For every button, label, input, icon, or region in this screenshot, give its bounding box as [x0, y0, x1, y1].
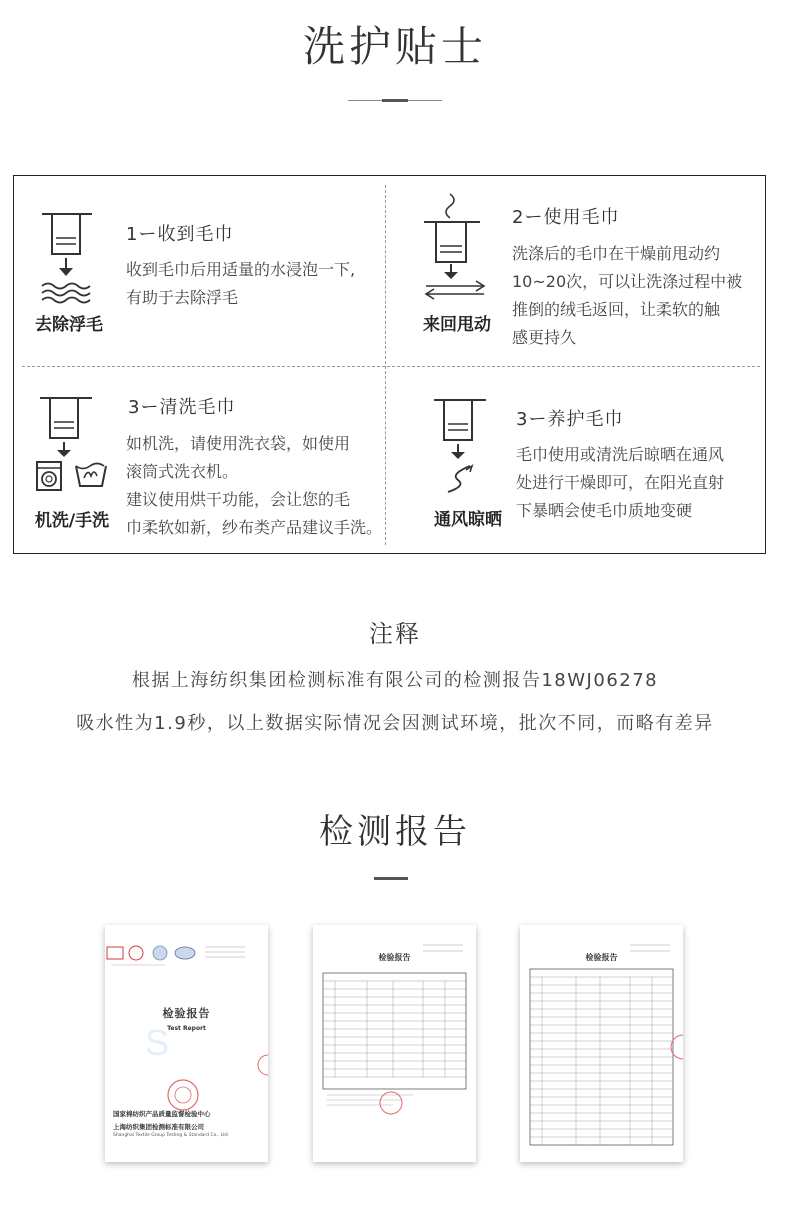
step1-line1: 收到毛巾后用适量的水浸泡一下, — [126, 260, 356, 279]
note-title: 注释 — [369, 620, 421, 648]
step2-icon-label: 来回甩动 — [423, 315, 491, 335]
step3-line3: 建议使用烘干功能，会让您的毛 — [126, 490, 351, 509]
report-cover-org-en: Shanghai Textile Group Testing & Standard Co., Ltd — [113, 1133, 228, 1138]
report-cover-org-cn1: 国家棉纺织产品质量监督检验中心 — [113, 1110, 211, 1118]
step4-title: 3ー养护毛巾 — [516, 409, 624, 430]
step2-line1: 洗涤后的毛巾在干燥前甩动约 — [512, 244, 721, 263]
towel-soak-icon — [38, 210, 100, 305]
care-title-accent — [382, 99, 408, 102]
step4-line1: 毛巾使用或清洗后晾晒在通风 — [516, 445, 725, 464]
report-page-1-image — [313, 925, 476, 1162]
step2-title: 2ー使用毛巾 — [512, 207, 620, 228]
step1-title: 1ー收到毛巾 — [126, 224, 234, 245]
step2-line3: 推倒的绒毛返回，让柔软的触 — [512, 300, 721, 319]
step3-icon-label: 机洗/手洗 — [34, 511, 110, 531]
step1-text — [126, 256, 384, 312]
step4-line3: 下暴晒会使毛巾质地变硬 — [516, 501, 693, 520]
step3-text — [126, 430, 388, 542]
report-page-1-table — [313, 925, 476, 1162]
step4-icon-label: 通风晾晒 — [434, 510, 502, 530]
step3-line4: 巾柔软如新，纱布类产品建议手洗。 — [126, 518, 383, 537]
step2-text — [512, 240, 762, 352]
report-page-2-image — [520, 925, 683, 1162]
report-cover-image — [105, 925, 268, 1162]
step3-line2: 滚筒式洗衣机。 — [126, 462, 239, 481]
note-line1: 根据上海纺织集团检测标准有限公司的检测报告18WJ06278 — [131, 670, 659, 691]
reports-title-line — [374, 877, 408, 880]
report-page-1-title: 检验报告 — [378, 953, 411, 962]
report-cover-subtitle: Test Report — [167, 1025, 206, 1032]
report-page-2-title: 检验报告 — [585, 953, 618, 962]
step3-title: 3ー清洗毛巾 — [128, 397, 236, 418]
svg-text:S: S — [145, 1022, 170, 1063]
step4-text — [516, 441, 764, 525]
care-divider-horizontal — [22, 366, 760, 367]
report-page-2-table — [520, 925, 683, 1162]
reports-title: 检测报告 — [319, 812, 471, 852]
washing-machine-icon — [34, 394, 114, 494]
step4-line2: 处进行干燥即可，在阳光直射 — [516, 473, 725, 492]
step2-line2: 10~20次，可以让洗涤过程中被 — [512, 272, 743, 291]
step2-line4: 感更持久 — [512, 328, 577, 347]
care-title: 洗护贴士 — [302, 22, 487, 71]
report-cover-title: 检验报告 — [162, 1007, 211, 1020]
step1-icon-label: 去除浮毛 — [35, 315, 103, 335]
towel-shake-icon — [420, 190, 492, 300]
report-cover-org-cn2: 上海纺织集团检测标准有限公司 — [113, 1123, 204, 1131]
step1-line2: 有助于去除浮毛 — [126, 288, 239, 307]
step3-line1: 如机洗，请使用洗衣袋，如使用 — [126, 434, 351, 453]
note-line2: 吸水性为1.9秒，以上数据实际情况会因测试环境，批次不同，而略有差异 — [76, 713, 714, 734]
towel-dry-icon — [430, 396, 492, 494]
